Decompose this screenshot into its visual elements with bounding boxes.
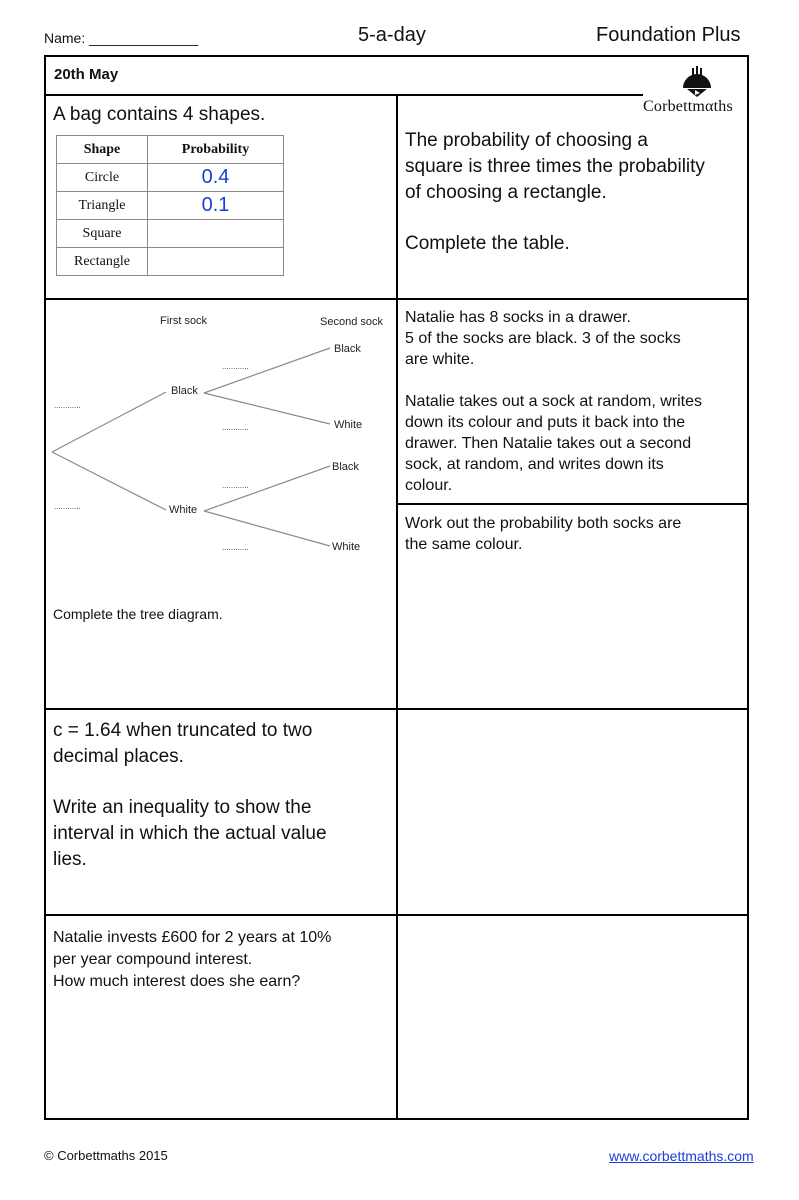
row-divider-3 [46,708,747,710]
shape-cell: Square [57,220,148,248]
tree-instruction: Complete the tree diagram. [53,606,223,622]
q2-line: down its colour and puts it back into the [405,414,686,431]
date-row [46,57,747,96]
q2-context-text [405,307,745,496]
q1-instruction: Complete the table. [405,233,570,254]
blank-probability: ............ [54,502,81,511]
q1-question-text [405,128,745,257]
name-field-label: Name: ______________ [44,30,199,46]
branch-line [204,511,330,546]
q4-line: decimal places. [53,746,184,767]
probability-table [56,135,284,276]
table-row [57,220,284,248]
logo-text: Corbettmαths [643,98,733,115]
outcome-white: White [332,541,361,553]
q4-line: interval in which the actual value [53,823,327,844]
q4-line: Write an inequality to show the [53,797,312,818]
blank-probability: ............ [222,423,249,432]
q5-line: Natalie invests £600 for 2 years at 10% [53,929,332,946]
q3-line: Work out the probability both socks are [405,515,682,532]
blank-probability: ............ [222,543,249,552]
probability-cell[interactable]: 0.4 [148,164,284,192]
blank-probability: ............ [222,481,249,490]
q2-line: colour. [405,477,453,494]
table-row [57,248,284,276]
branch-line [204,393,330,424]
tree-diagram [46,300,392,600]
q1-line: of choosing a rectangle. [405,182,607,203]
q4-question-text [53,718,388,873]
row-divider-right-2 [396,503,747,505]
date-label: 20th May [54,66,119,83]
shape-cell: Triangle [57,192,148,220]
shape-cell: Circle [57,164,148,192]
probability-cell[interactable] [148,220,284,248]
column-divider [396,94,398,1118]
header-probability: Probability [148,136,284,164]
copyright-text: © Corbettmaths 2015 [44,1148,168,1163]
first-sock-label: First sock [160,315,208,327]
q2-line: Natalie takes out a sock at random, writes [405,393,703,410]
q2-line: Natalie has 8 socks in a drawer. [405,309,631,326]
website-link[interactable]: www.corbettmaths.com [609,1148,754,1164]
q2-line: are white. [405,351,475,368]
outcome-black: Black [334,343,361,355]
table-row [57,164,284,192]
table-header-row [57,136,284,164]
q1-line: square is three times the probability [405,156,705,177]
shape-cell: Rectangle [57,248,148,276]
row-divider-4 [46,914,747,916]
worksheet-title: 5-a-day [358,24,426,46]
q3-question-text [405,513,745,555]
blank-probability: ............ [54,401,81,410]
q2-line: 5 of the socks are black. 3 of the socks [405,330,681,347]
blank-probability: ............ [222,362,249,371]
outcome-white: White [334,419,363,431]
probability-cell[interactable]: 0.1 [148,192,284,220]
corbettmaths-logo-icon [643,64,747,98]
q5-question-text [53,927,388,993]
node-black: Black [171,385,198,397]
q3-line: the same colour. [405,536,523,553]
node-white: White [169,504,198,516]
q2-line: sock, at random, and writes down its [405,456,664,473]
q1-intro: A bag contains 4 shapes. [53,104,266,125]
probability-cell[interactable] [148,248,284,276]
q5-line: per year compound interest. [53,951,253,968]
q5-line: How much interest does she earn? [53,973,301,990]
q4-line: lies. [53,849,87,870]
q2-line: drawer. Then Natalie takes out a second [405,435,692,452]
second-sock-label: Second sock [320,316,383,328]
table-row [57,192,284,220]
q1-line: The probability of choosing a [405,130,648,151]
header-shape: Shape [57,136,148,164]
worksheet-level: Foundation Plus [596,24,741,46]
corbettmaths-logo [643,64,747,118]
outcome-black: Black [332,461,359,473]
q4-line: c = 1.64 when truncated to two [53,720,313,741]
